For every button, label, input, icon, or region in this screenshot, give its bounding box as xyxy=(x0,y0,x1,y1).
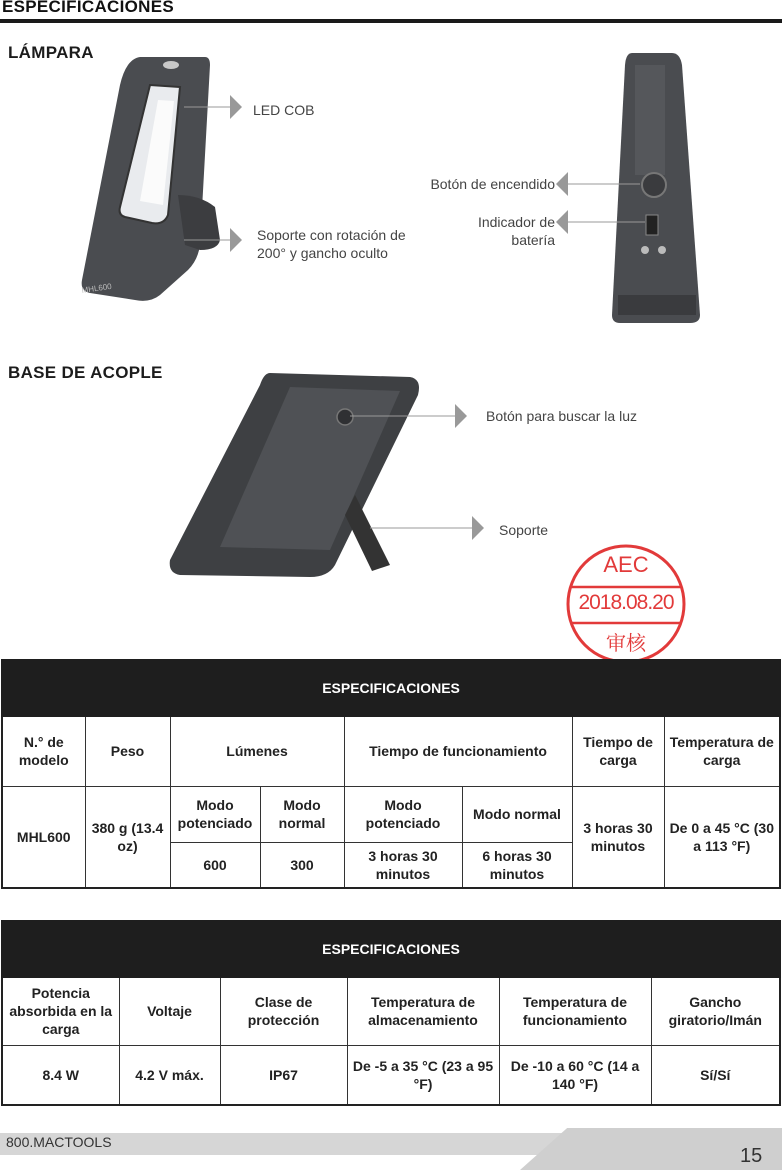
stamp-date: 2018.08.20 xyxy=(578,591,674,614)
th-voltage: Voltaje xyxy=(119,977,220,1045)
lamp-illustration xyxy=(60,45,780,345)
table2-band-title: ESPECIFICACIONES xyxy=(2,921,780,977)
cell-voltage: 4.2 V máx. xyxy=(119,1045,220,1105)
th-storage-temp: Temperatura de almacenamiento xyxy=(347,977,499,1045)
callout-power-button: Botón de encendido xyxy=(430,176,555,192)
lamp-back-image xyxy=(612,53,700,323)
cell-power-draw: 8.4 W xyxy=(2,1045,119,1105)
cell-lumens-boost: 600 xyxy=(170,842,260,888)
table1-band-title: ESPECIFICACIONES xyxy=(2,660,780,716)
cell-storage-temp: De -5 a 35 °C (23 a 95 °F) xyxy=(347,1045,499,1105)
sub-run-boost: Modo potenciado xyxy=(344,786,462,842)
callout-support: Soporte xyxy=(499,522,549,538)
th-weight: Peso xyxy=(85,716,170,786)
cell-run-boost: 3 horas 30 minutos xyxy=(344,842,462,888)
dock-image xyxy=(170,373,419,577)
spec-table-2 xyxy=(1,920,781,1106)
th-charge-time: Tiempo de carga xyxy=(572,716,664,786)
callout-stand: Soporte con rotación de 200° y gancho oculto xyxy=(257,227,406,261)
header-rule xyxy=(0,19,782,23)
th-charge-temp: Temperatura de carga xyxy=(664,716,780,786)
cell-protection-class: IP67 xyxy=(220,1045,347,1105)
th-power-draw: Potencia absorbida en la carga xyxy=(2,977,119,1045)
callout-led-cob: LED COB xyxy=(253,102,315,118)
stamp-line-3: 审核 xyxy=(606,633,646,655)
sub-lumens-normal: Modo normal xyxy=(260,786,344,842)
callout-find-button: Botón para buscar la luz xyxy=(486,408,637,424)
cell-weight: 380 g (13.4 oz) xyxy=(85,786,170,888)
th-model: N.° de modelo xyxy=(2,716,85,786)
footer-phone: 800.MACTOOLS xyxy=(6,1134,112,1150)
th-protection-class: Clase de protección xyxy=(220,977,347,1045)
lamp-model-print: MHL600 xyxy=(81,281,113,295)
sub-lumens-boost: Modo potenciado xyxy=(170,786,260,842)
dock-section-title: BASE DE ACOPLE xyxy=(8,363,163,382)
cell-lumens-normal: 300 xyxy=(260,842,344,888)
cell-model: MHL600 xyxy=(2,786,85,888)
th-operating-temp: Temperatura de funcionamiento xyxy=(499,977,651,1045)
cell-operating-temp: De -10 a 60 °C (14 a 140 °F) xyxy=(499,1045,651,1105)
page-header-title: ESPECIFICACIONES xyxy=(2,0,174,16)
cell-charge-temp: De 0 a 45 °C (30 a 113 °F) xyxy=(664,786,780,888)
th-hook-magnet: Gancho giratorio/Imán xyxy=(651,977,780,1045)
spec-table-1 xyxy=(1,659,781,889)
cell-charge-time: 3 horas 30 minutos xyxy=(572,786,664,888)
cell-hook-magnet: Sí/Sí xyxy=(651,1045,780,1105)
page-number: 15 xyxy=(740,1145,763,1167)
lamp-section-title: LÁMPARA xyxy=(8,43,94,62)
stamp-line-1: AEC xyxy=(603,552,649,577)
sub-run-normal: Modo normal xyxy=(462,786,572,842)
th-lumens: Lúmenes xyxy=(170,716,344,786)
lamp-front-image xyxy=(81,57,220,301)
callout-battery-indicator: Indicador de batería xyxy=(477,214,555,248)
th-runtime: Tiempo de funcionamiento xyxy=(344,716,572,786)
cell-run-normal: 6 horas 30 minutos xyxy=(462,842,572,888)
